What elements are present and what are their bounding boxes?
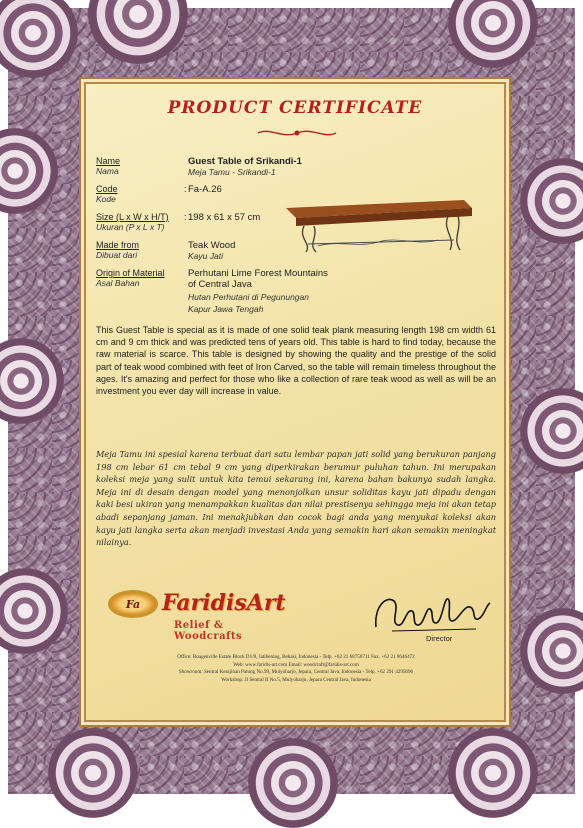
footer-workshop: Workshop: Jl Sentral II No.5, Mulyoharjo, Jepara Central Java, Indonesia (221, 676, 371, 683)
title-ornament-icon (256, 126, 338, 140)
spec-value: Perhutani Lime Forest Mountains (188, 268, 328, 279)
rosette-ornament-left-2 (0, 338, 64, 424)
rosette-ornament-bottom-center (248, 738, 338, 828)
certificate-panel (84, 82, 506, 722)
description-english: This Guest Table is special as it is made of one solid teak plank measuring length 198 cm width 61 cm and 9 cm thick and was predicted tens of years old. This table is hard to find today, because the raw material is scarce. This table is designed by showing the quality and the prestige of the solid part of teak wood combined with feet of Iron Carved, so the table will remain timeless throughout the ages. It's amazing and perfect for those who like a collection of rare teak wood as well as will be an investment you ever day will increase in value. (96, 325, 496, 397)
spec-value-id: Kayu Jati (188, 251, 223, 261)
brand-logo (104, 584, 294, 644)
spec-row-size: Size (L x W x H/T) Ukuran (P x L x T) : 198 x 61 x 57 cm (96, 212, 261, 232)
rosette-ornament-left-3 (0, 568, 68, 654)
spec-label-id: Ukuran (P x L x T) (96, 222, 165, 232)
rosette-ornament-bottom-left (48, 728, 138, 818)
spec-label-id: Nama (96, 166, 119, 176)
director-signature (372, 587, 492, 633)
director-label: Director (426, 634, 453, 643)
spec-value: Fa-A.26 (188, 184, 222, 195)
spec-label: Name (96, 156, 121, 166)
brand-name: FaridisArt (162, 590, 286, 616)
spec-label-id: Kode (96, 194, 116, 204)
rosette-ornament-bottom-right (448, 728, 538, 818)
brand-badge-text: Fa (125, 598, 141, 611)
spec-value: Teak Wood (188, 240, 236, 251)
spec-label: Code (96, 184, 118, 194)
footer-showroom: Showroom: Sentral Kerajinan Patung No.99, Mulyoharjo, Jepara, Central Java, Indonesia - Telp. +62 291 4295696 (178, 669, 414, 676)
spec-row-origin (96, 268, 356, 328)
rosette-ornament-top-left (0, 0, 78, 78)
company-footer (96, 654, 496, 684)
spec-value-id: Meja Tamu - Srikandi-1 (188, 167, 276, 177)
rosette-ornament-left-1 (0, 128, 58, 214)
spec-row-code: Code Kode : Fa-A.26 (96, 184, 222, 204)
spec-value-line2: of Central Java (188, 279, 252, 290)
certificate-title: PRODUCT CERTIFICATE (167, 98, 423, 118)
rosette-ornament-right-3 (520, 608, 583, 694)
spec-label-id: Dibuat dari (96, 250, 138, 260)
rosette-ornament-right-1 (520, 158, 583, 244)
product-photo-table (278, 194, 474, 254)
footer-web: Web: www.faridis-art.com Email: woodcraft@faridis-art.com (233, 661, 359, 668)
spec-label: Made from (96, 240, 140, 250)
rosette-ornament-top-center (88, 0, 188, 64)
spec-value: Guest Table of Srikandi-1 (188, 156, 302, 167)
description-indonesian: Meja Tamu ini spesial karena terbuat dari satu lembar papan jati solid yang berukuran panjang 198 cm lebar 61 cm tebal 9 cm yang diperkirakan berumur puluhan tahun. Ini merupakan koleksi meja yang sulit untuk kita temui sekarang ini, karena bahan bakunya sudah langka. Meja ini di desain dengan model yang menonjolkan unsur soliditas kayu jati dipadu dengan kaki besi ukiran yang menampakkan kualitas dan nilai prestisenya sehingga meja ini akan tetap abadi sepanjang jaman. Ini menakjubkan dan cocok bagi anda yang menyukai koleksi akan kayu jati langka serta akan menjadi investasi Anda yang semakin hari akan semakin meningkat nilainya. (96, 449, 496, 548)
spec-value: 198 x 61 x 57 cm (188, 212, 261, 223)
brand-badge-icon (108, 590, 158, 618)
spec-value-id-line2: Kapur Jawa Tengah (188, 304, 264, 314)
footer-office: Office: Boagenville Estate Block D1/8, Jatibening, Bekasi, Indonesia - Telp. +62 21 68750711 Fax. +62 21 8646472 (177, 654, 415, 660)
spec-label-id: Asal Bahan (96, 278, 140, 288)
spec-row-name (96, 156, 356, 184)
spec-value-id: Hutan Perhutani di Pegunungan (188, 292, 309, 302)
rosette-ornament-right-2 (520, 388, 583, 474)
brand-tagline: Relief & Woodcrafts (174, 620, 243, 642)
spec-label: Size (L x W x H/T) (96, 212, 169, 222)
spec-label: Origin of Material (96, 268, 165, 278)
rosette-ornament-top-right (448, 0, 538, 68)
